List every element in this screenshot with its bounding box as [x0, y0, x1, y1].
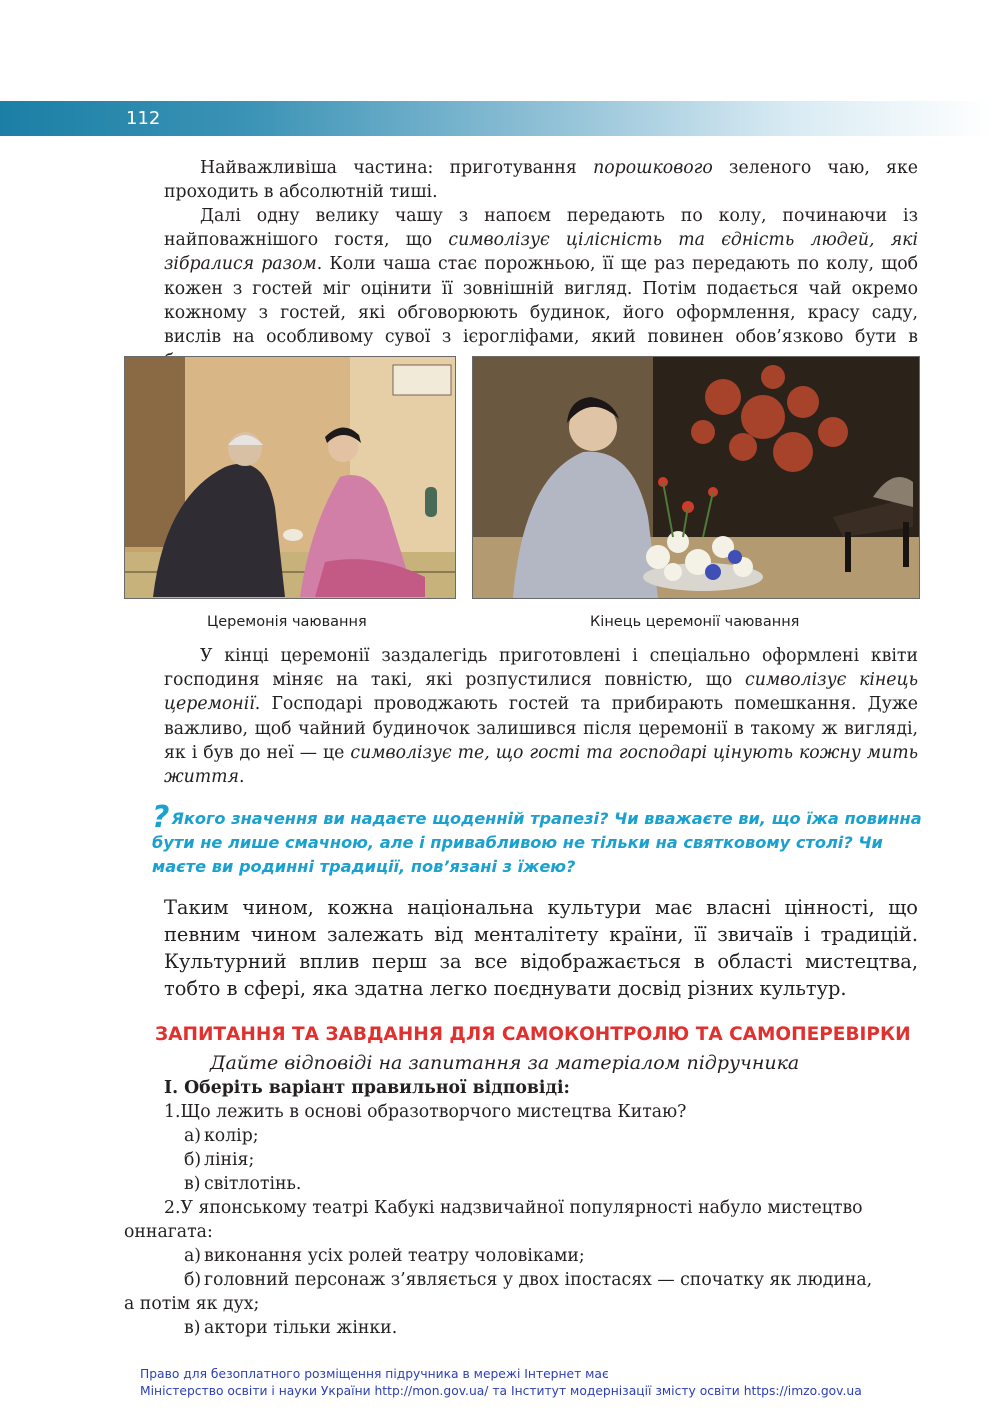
after-ceremony-paragraph: У кінці церемонії заздалегідь приготовлені і спеціально оформлені квіти господиня міняє на такі, які розпустилися повністю, що символізує кінець церемонії. Господарі проводжають гостей та прибирають помешкання. Дуже важливо, щоб чайний будиночок залишився після церемонії в такому ж вигляді, як і був до неї — це символізує те, що гості та господарі цінують кожну мить життя.: [164, 646, 918, 788]
question-2-continuation: оннагата:: [124, 1222, 213, 1242]
section-title: ЗАПИТАННЯ ТА ЗАВДАННЯ ДЛЯ САМОКОНТРОЛЮ ТА САМОПЕРЕВІРКИ: [155, 1024, 911, 1045]
end-of-ceremony-photo: [472, 356, 920, 599]
intro-paragraph-2: Далі одну велику чашу з напоєм передають по колу, починаючи із найповажнішого гостя, що символізує цілісність та єдність людей, які зібралися разом. Коли чаша стає порожньою, її ще раз передають по колу, щоб кожен з гостей міг оцінити її зовнішній вигляд. Потім подається чай окремо кожному з гостей, які обговорюють будинок, його оформлення, красу саду, вислів на особливому сувої з ієрогліфами, який повинен обов’язково бути в: [164, 206, 919, 348]
discussion-question: ? Якого значення ви надаєте щоденній трапезі? Чи вважаєте ви, що їжа повинна бути не лише смачною, але і привабливою не тільки на святковому столі? Чи маєте ви родинні традиції, пов’язані з їжею?: [152, 800, 922, 876]
footer-line-1: Право для безоплатного розміщення підручника в мережі Інтернет має: [140, 1367, 609, 1381]
q1-option-a: а) колір;: [184, 1126, 259, 1146]
question-2: 2.У японському театрі Кабукі надзвичайної популярності набуло мистецтво: [164, 1198, 863, 1218]
q2-option-b-continuation: а потім як дух;: [124, 1294, 260, 1314]
question-1: 1.Що лежить в основі образотворчого мистецтва Китаю?: [164, 1102, 687, 1122]
right-photo-caption: Кінець церемонії чаювання: [590, 614, 800, 630]
page-number: 112: [126, 108, 161, 129]
tea-ceremony-illustration: [125, 357, 455, 598]
q2-option-c: в) актори тільки жінки.: [184, 1318, 398, 1338]
end-of-ceremony-illustration: [473, 357, 919, 598]
q1-option-b: б) лінія;: [184, 1150, 255, 1170]
section-subtitle: Дайте відповіді на запитання за матеріалом підручника: [210, 1052, 800, 1074]
intro-paragraph-1: Найважливіша частина: приготування порошкового зеленого чаю, яке проходить в абсолютній тиші.: [164, 158, 918, 203]
q2-option-a: а) виконання усіх ролей театру чоловіками;: [184, 1246, 585, 1266]
q2-option-b: б) головний персонаж з’являється у двох іпостасях — спочатку як людина,: [184, 1270, 873, 1290]
q1-option-c: в) світлотінь.: [184, 1174, 302, 1194]
question-mark-icon: ?: [152, 800, 170, 835]
left-photo-caption: Церемонія чаювання: [207, 614, 367, 630]
tea-ceremony-photo: [124, 356, 456, 599]
footer-notice: [140, 1366, 862, 1400]
footer-line-2: Міністерство освіти і науки України http://mon.gov.ua/ та Інститут модернізації змісту освіти https://imzo.gov.ua: [140, 1384, 862, 1398]
summary-paragraph: Таким чином, кожна національна культури має власні цінності, що певним чином залежать від менталітету країни, її звичаїв і традицій. Культурний вплив перш за все відображається в області мистецтва, тобто в сфері, яка здатна легко поєднувати досвід різних культур.: [164, 896, 918, 1000]
part1-heading: І. Оберіть варіант правильної відповіді:: [164, 1078, 570, 1098]
